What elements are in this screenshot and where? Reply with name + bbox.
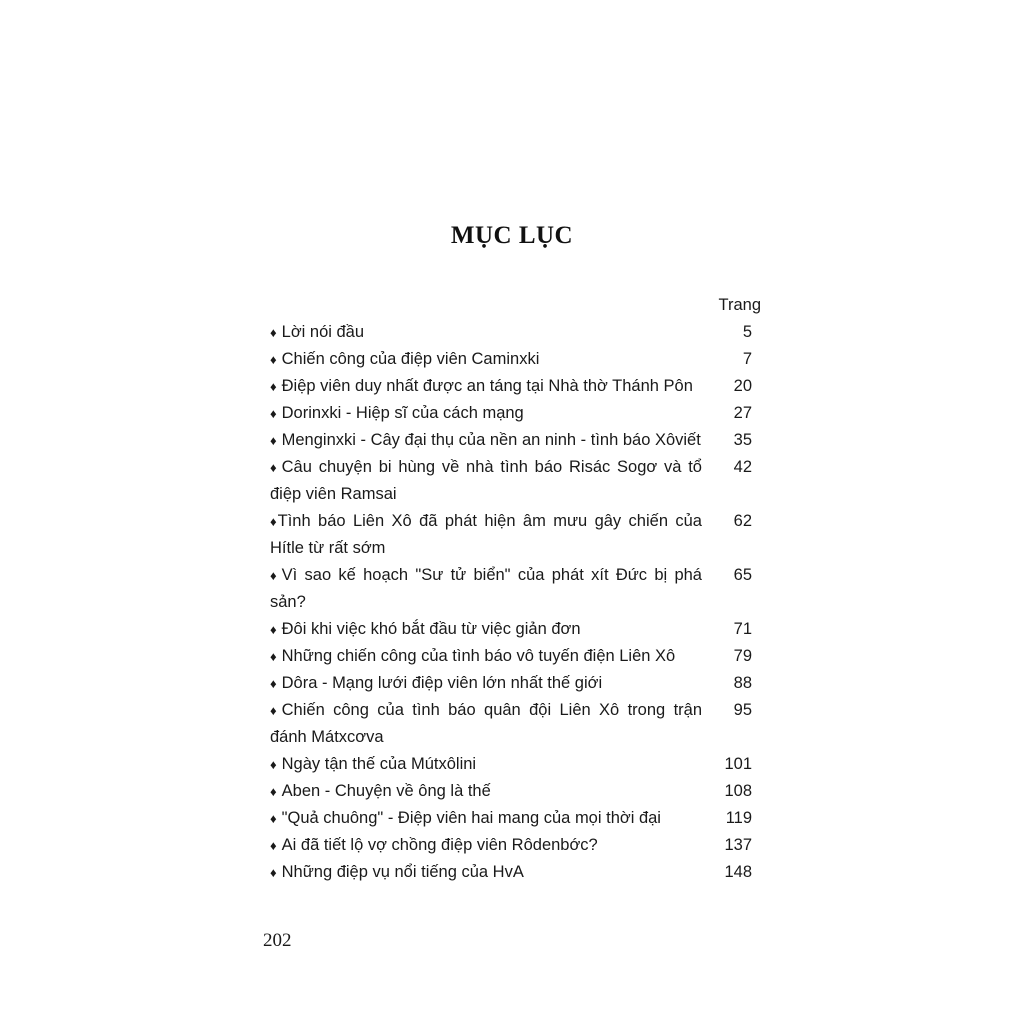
diamond-bullet-icon: ♦ <box>270 379 277 394</box>
toc-entry-title <box>270 643 702 670</box>
toc-entry-label: Chiến công của tình báo quân đội Liên Xô trong trận đánh Mátxcơva <box>270 701 702 746</box>
toc-entry-title <box>270 400 702 427</box>
toc-entry-title <box>270 697 702 751</box>
diamond-bullet-icon: ♦ <box>270 352 277 367</box>
toc-entry-page: 79 <box>733 647 752 665</box>
toc-entry-page: 20 <box>733 377 752 395</box>
toc-entries <box>270 319 762 886</box>
diamond-bullet-icon: ♦ <box>270 784 277 799</box>
diamond-bullet-icon: ♦ <box>270 460 277 475</box>
toc-entry-label: "Quả chuông" - Điệp viên hai mang của mọi thời đại <box>281 809 661 827</box>
toc-entry-title <box>270 319 702 346</box>
toc-entry-title <box>270 859 702 886</box>
toc-entry-label: Chiến công của điệp viên Caminxki <box>281 350 540 368</box>
toc-entry-page: 65 <box>733 566 752 584</box>
diamond-bullet-icon: ♦ <box>270 433 277 448</box>
toc-entry-label: Vì sao kế hoạch "Sư tử biển" của phát xít Đức bị phá sản? <box>270 566 702 611</box>
toc-entry-label: Lời nói đầu <box>281 323 365 341</box>
toc-entry-page: 35 <box>733 431 752 449</box>
toc-entry-page: 101 <box>724 755 752 773</box>
toc-entry-label: Tình báo Liên Xô đã phát hiện âm mưu gây chiến của Hítle từ rất sớm <box>270 512 702 557</box>
diamond-bullet-icon: ♦ <box>270 757 277 772</box>
toc-entry-title <box>270 454 702 508</box>
toc-entry <box>270 778 762 805</box>
toc-entry-page: 95 <box>733 701 752 719</box>
toc-entry-title <box>270 751 702 778</box>
diamond-bullet-icon: ♦ <box>270 406 277 421</box>
diamond-bullet-icon: ♦ <box>270 703 277 718</box>
toc-entry <box>270 373 762 400</box>
toc-entry-page: 5 <box>742 323 752 341</box>
toc-entry-title <box>270 346 702 373</box>
diamond-bullet-icon: ♦ <box>270 514 277 529</box>
diamond-bullet-icon: ♦ <box>270 676 277 691</box>
toc-entry-page: 71 <box>733 620 752 638</box>
toc-entry-label: Những chiến công của tình báo vô tuyến điện Liên Xô <box>281 647 676 665</box>
toc-entry-page: 62 <box>733 512 752 530</box>
toc-entry-title <box>270 778 702 805</box>
toc-entry <box>270 832 762 859</box>
toc-entry-title <box>270 562 702 616</box>
diamond-bullet-icon: ♦ <box>270 838 277 853</box>
toc-entry-title <box>270 832 702 859</box>
toc-entry-title <box>270 373 702 400</box>
toc-entry <box>270 859 762 886</box>
toc-entry-label: Điệp viên duy nhất được an táng tại Nhà thờ Thánh Pôn <box>281 377 693 395</box>
toc-entry-label: Đôi khi việc khó bắt đầu từ việc giản đơn <box>281 620 581 638</box>
toc-entry <box>270 454 762 508</box>
diamond-bullet-icon: ♦ <box>270 622 277 637</box>
page-title: MỤC LỤC <box>450 222 574 249</box>
toc-entry <box>270 508 762 562</box>
toc-entry-page: 88 <box>733 674 752 692</box>
toc-entry <box>270 346 762 373</box>
toc-entry <box>270 697 762 751</box>
table-of-contents <box>270 292 762 886</box>
toc-entry-label: Câu chuyện bi hùng về nhà tình báo Risác Sogơ và tổ điệp viên Ramsai <box>270 458 702 503</box>
toc-entry-page: 119 <box>725 809 752 827</box>
toc-entry-label: Ngày tận thế của Mútxôlini <box>281 755 477 773</box>
footer-page-number: 202 <box>263 930 292 951</box>
toc-entry-label: Menginxki - Cây đại thụ của nền an ninh - tình báo Xôviết <box>281 431 701 449</box>
toc-entry <box>270 319 762 346</box>
diamond-bullet-icon: ♦ <box>270 649 277 664</box>
diamond-bullet-icon: ♦ <box>270 325 277 340</box>
toc-entry-label: Dorinxki - Hiệp sĩ của cách mạng <box>281 404 524 422</box>
toc-entry-title <box>270 616 702 643</box>
toc-entry <box>270 643 762 670</box>
toc-entry-label: Ai đã tiết lộ vợ chồng điệp viên Rôdenbớc? <box>281 836 598 854</box>
toc-entry-label: Những điệp vụ nổi tiếng của HvA <box>281 863 524 881</box>
toc-entry-label: Dôra - Mạng lưới điệp viên lớn nhất thế giới <box>281 674 603 692</box>
toc-entry <box>270 670 762 697</box>
toc-entry-title <box>270 508 702 562</box>
diamond-bullet-icon: ♦ <box>270 811 277 826</box>
toc-entry-title <box>270 670 702 697</box>
toc-entry <box>270 427 762 454</box>
toc-entry-page: 137 <box>724 836 752 854</box>
toc-entry-page: 7 <box>742 350 752 368</box>
toc-entry-page: 108 <box>724 782 752 800</box>
toc-entry-title <box>270 805 702 832</box>
toc-entry-page: 42 <box>733 458 752 476</box>
toc-entry <box>270 562 762 616</box>
diamond-bullet-icon: ♦ <box>270 568 277 583</box>
toc-entry <box>270 616 762 643</box>
toc-entry <box>270 751 762 778</box>
toc-entry-page: 148 <box>724 863 752 881</box>
toc-entry <box>270 400 762 427</box>
toc-entry <box>270 805 762 832</box>
toc-entry-title <box>270 427 702 454</box>
toc-entry-label: Aben - Chuyện về ông là thế <box>281 782 491 800</box>
diamond-bullet-icon: ♦ <box>270 865 277 880</box>
toc-entry-page: 27 <box>733 404 752 422</box>
page-column-header: Trang <box>718 296 761 314</box>
